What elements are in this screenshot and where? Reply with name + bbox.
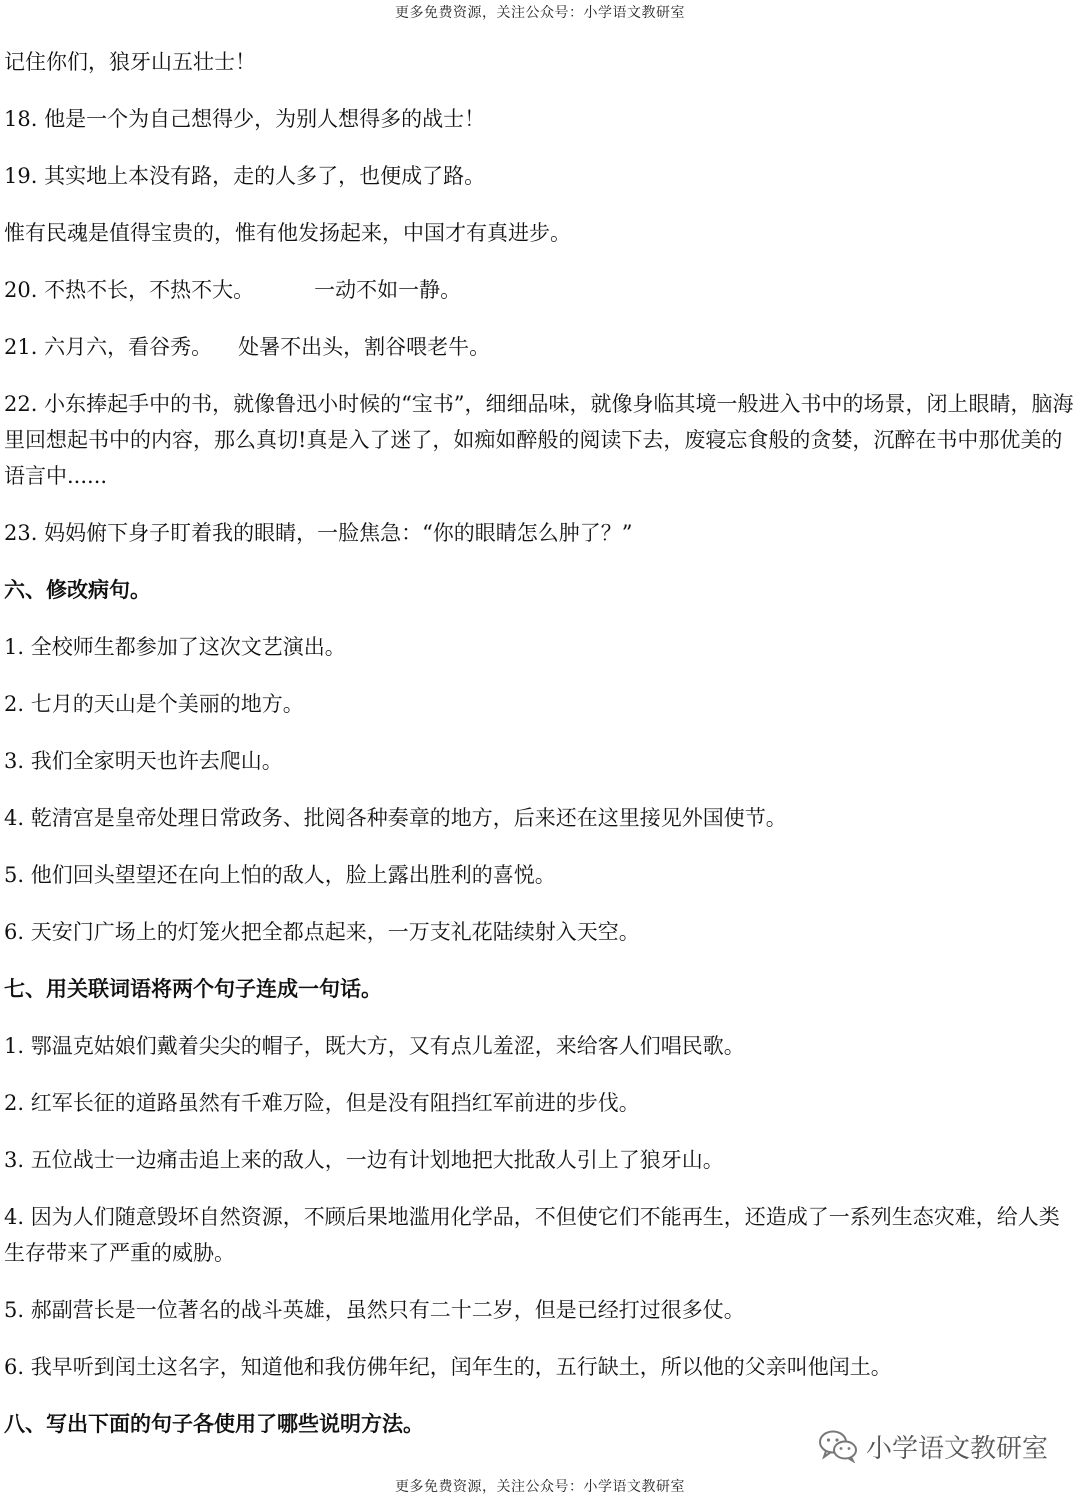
sentence-22: 22. 小东捧起手中的书，就像鲁迅小时候的“宝书”，细细品味，就像身临其境一般进入书中的场景，闭上眼睛，脑海里回想起书中的内容，那么真切!真是入了迷了，如痴如醉般的阅读下去，废寝忘食般的贪婪，沉醉在书中那优美的语言中...... [4, 392, 1074, 488]
list-item: 2. 红军长征的道路虽然有千难万险，但是没有阻挡红军前进的步伐。 [4, 1091, 640, 1115]
document-body [4, 44, 1074, 1463]
proverb-text: 处暑不出头，割谷喂老牛。 [238, 335, 491, 359]
list-item: 5. 郝副营长是一位著名的战斗英雄，虽然只有二十二岁，但是已经打过很多仗。 [4, 1298, 745, 1322]
list-item: 4. 因为人们随意毁坏自然资源，不顾后果地滥用化学品，不但使它们不能再生，还造成了一系列生态灾难，给人类生存带来了严重的威胁。 [4, 1205, 1060, 1265]
sentence-19: 19. 其实地上本没有路，走的人多了，也便成了路。 [4, 164, 486, 188]
wechat-icon [818, 1429, 858, 1463]
sentence-line: 惟有民魂是值得宝贵的，惟有他发扬起来，中国才有真进步。 [4, 221, 571, 245]
proverb-text: 一动不如一静。 [314, 278, 462, 302]
proverb-text: 21. 六月六，看谷秀。 [4, 335, 213, 359]
list-item: 3. 我们全家明天也许去爬山。 [4, 749, 283, 773]
list-item: 1. 鄂温克姑娘们戴着尖尖的帽子，既大方，又有点儿羞涩，来给客人们唱民歌。 [4, 1034, 745, 1058]
sentence-line: 记住你们，狼牙山五壮士！ [4, 50, 256, 74]
list-item: 1. 全校师生都参加了这次文艺演出。 [4, 635, 346, 659]
sentence-18: 18. 他是一个为自己想得少，为别人想得多的战士！ [4, 107, 486, 131]
watermark [818, 1424, 1048, 1468]
list-item: 4. 乾清宫是皇帝处理日常政务、批阅各种奏章的地方，后来还在这里接见外国使节。 [4, 806, 787, 830]
section-heading-8: 八、写出下面的句子各使用了哪些说明方法。 [4, 1411, 424, 1436]
sentence-20 [4, 272, 1074, 308]
section-heading-7: 七、用关联词语将两个句子连成一句话。 [4, 976, 382, 1001]
sentence-23: 23. 妈妈俯下身子盯着我的眼睛，一脸焦急：“你的眼睛怎么肿了？” [4, 521, 633, 545]
watermark-text: 小学语文教研室 [866, 1433, 1049, 1464]
proverb-text: 20. 不热不长，不热不大。 [4, 278, 255, 302]
section-heading-6: 六、修改病句。 [4, 577, 151, 602]
list-item: 3. 五位战士一边痛击追上来的敌人，一边有计划地把大批敌人引上了狼牙山。 [4, 1148, 724, 1172]
page-footer: 更多免费资源，关注公众号：小学语文教研室 [395, 1479, 685, 1495]
list-item: 2. 七月的天山是个美丽的地方。 [4, 692, 304, 716]
list-item: 5. 他们回头望望还在向上怕的敌人，脸上露出胜利的喜悦。 [4, 863, 556, 887]
list-item: 6. 天安门广场上的灯笼火把全都点起来，一万支礼花陆续射入天空。 [4, 920, 640, 944]
sentence-21 [4, 329, 1074, 365]
list-item: 6. 我早听到闰土这名字，知道他和我仿佛年纪，闰年生的，五行缺土，所以他的父亲叫他闰土。 [4, 1355, 892, 1379]
page-header: 更多免费资源，关注公众号：小学语文教研室 [395, 5, 685, 21]
